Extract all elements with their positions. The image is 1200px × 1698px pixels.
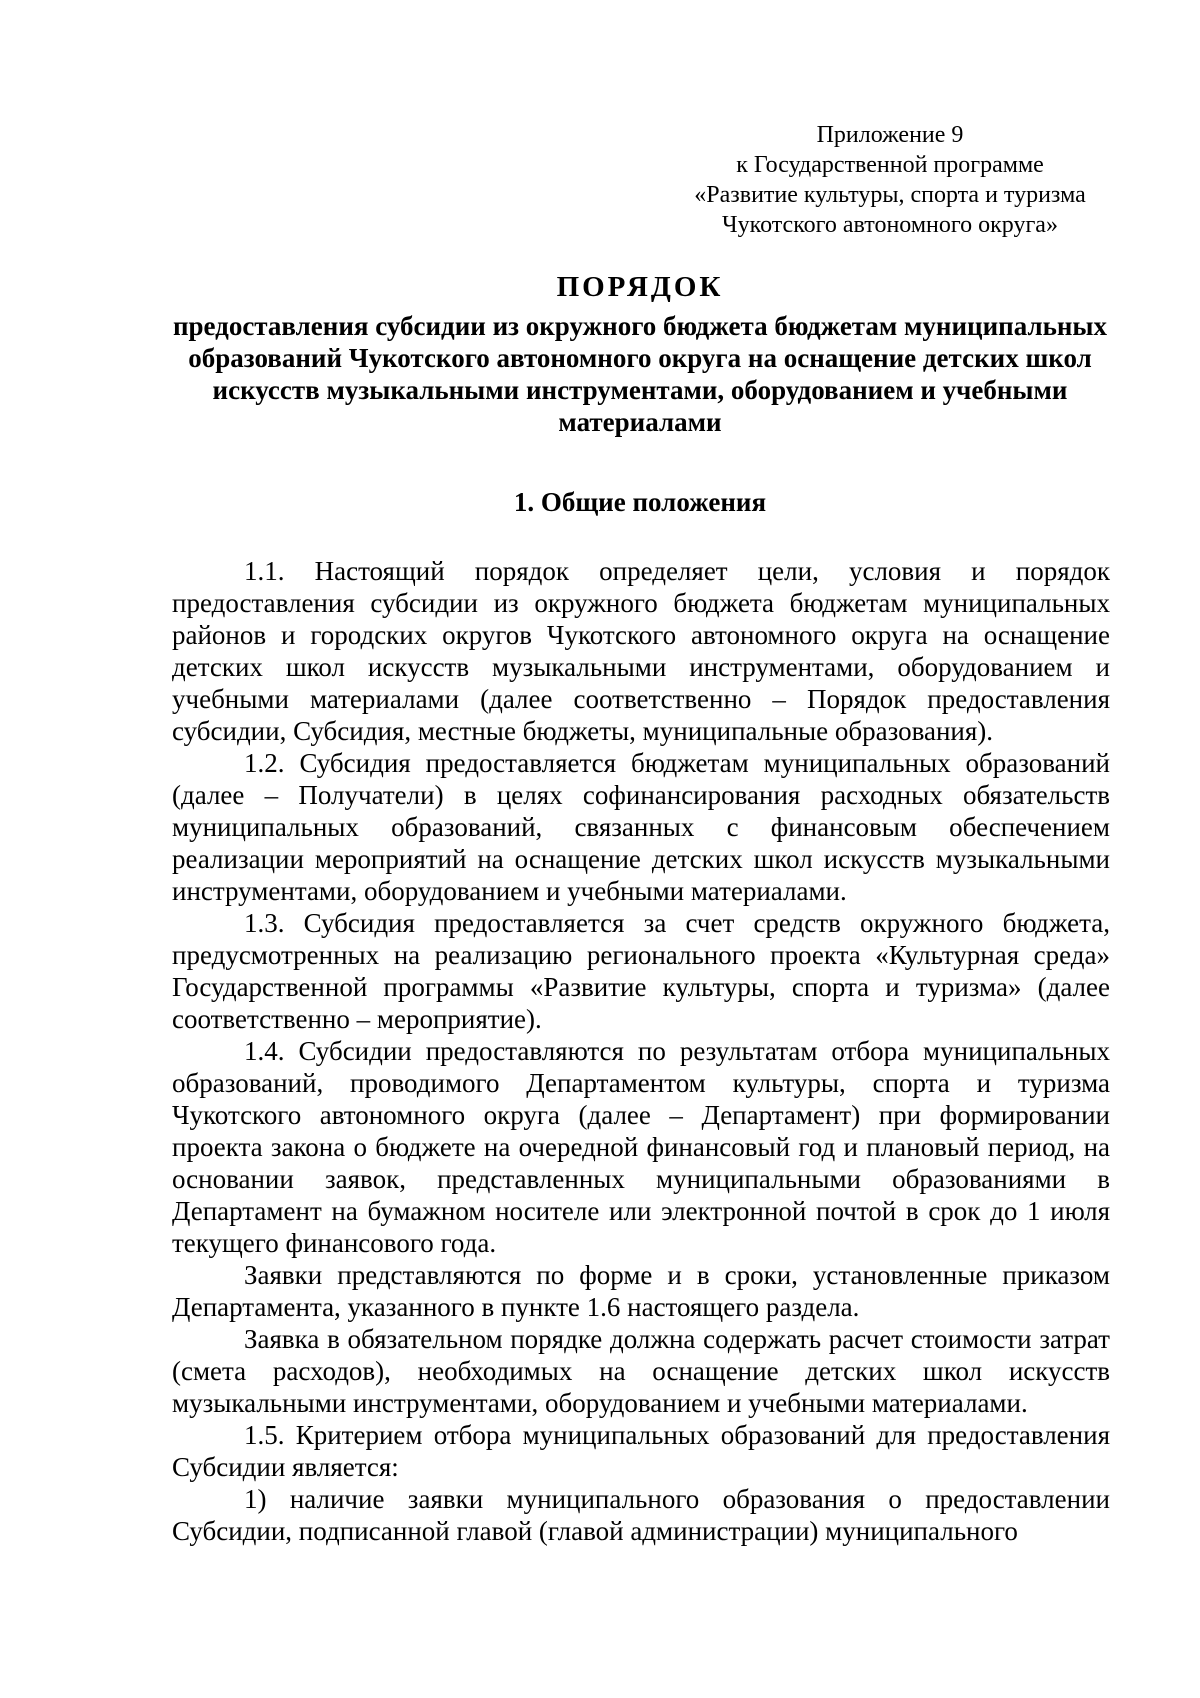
paragraph-criterion-1: 1) наличие заявки муниципального образования о предоставлении Субсидии, подписанной главой (главой администрации) муниципального: [172, 1484, 1110, 1546]
document-body: [172, 555, 1110, 1547]
paragraph-applications: Заявки представляются по форме и в сроки, установленные приказом Департамента, указанного в пункте 1.6 настоящего раздела.: [172, 1260, 1110, 1322]
appendix-line-2: к Государственной программе: [736, 152, 1044, 178]
appendix-line-3: «Развитие культуры, спорта и туризма: [694, 182, 1086, 208]
paragraph-1-3: 1.3. Субсидия предоставляется за счет средств окружного бюджета, предусмотренных на реализацию регионального проекта «Культурная среда» Государственной программы «Развитие культуры, спорта и туризма» (далее соответственно – мероприятие).: [172, 908, 1110, 1034]
paragraph-application-content: Заявка в обязательном порядке должна содержать расчет стоимости затрат (смета расходов), необходимых на оснащение детских школ искусств музыкальными инструментами, оборудованием и учебными материалами.: [172, 1324, 1110, 1418]
appendix-line-4: Чукотского автономного округа»: [722, 212, 1058, 238]
document-subtitle: предоставления субсидии из окружного бюджета бюджетам муниципальных образований Чукотского автономного округа на оснащение детских школ искусств музыкальными инструментами, оборудованием и учебными материалами: [172, 311, 1108, 437]
paragraph-1-1: 1.1. Настоящий порядок определяет цели, условия и порядок предоставления субсидии из окружного бюджета бюджетам муниципальных районов и городских округов Чукотского автономного округа на оснащение детских школ искусств музыкальными инструментами, оборудованием и учебными материалами (далее соответственно – Порядок предоставления субсидии, Субсидия, местные бюджеты, муниципальные образования).: [172, 556, 1110, 746]
appendix-header: [660, 120, 1120, 240]
paragraph-1-4: 1.4. Субсидии предоставляются по результатам отбора муниципальных образований, проводимого Департаментом культуры, спорта и туризма Чукотского автономного округа (далее – Департамент) при формировании проекта закона о бюджете на очередной финансовый год и плановый период, на основании заявок, представленных муниципальными образованиями в Департамент на бумажном носителе или электронной почтой в срок до 1 июля текущего финансового года.: [172, 1036, 1110, 1258]
section-title: 1. Общие положения: [513, 487, 767, 517]
document-heading: [170, 268, 1110, 438]
appendix-line-1: Приложение 9: [816, 122, 964, 148]
document-title: ПОРЯДОК: [556, 271, 724, 303]
paragraph-1-2: 1.2. Субсидия предоставляется бюджетам муниципальных образований (далее – Получатели) в целях софинансирования расходных обязательств муниципальных образований, связанных с финансовым обеспечением реализации мероприятий на оснащение детских школ искусств музыкальными инструментами, оборудованием и учебными материалами.: [172, 748, 1110, 906]
paragraph-1-5: 1.5. Критерием отбора муниципальных образований для предоставления Субсидии является:: [172, 1420, 1110, 1482]
